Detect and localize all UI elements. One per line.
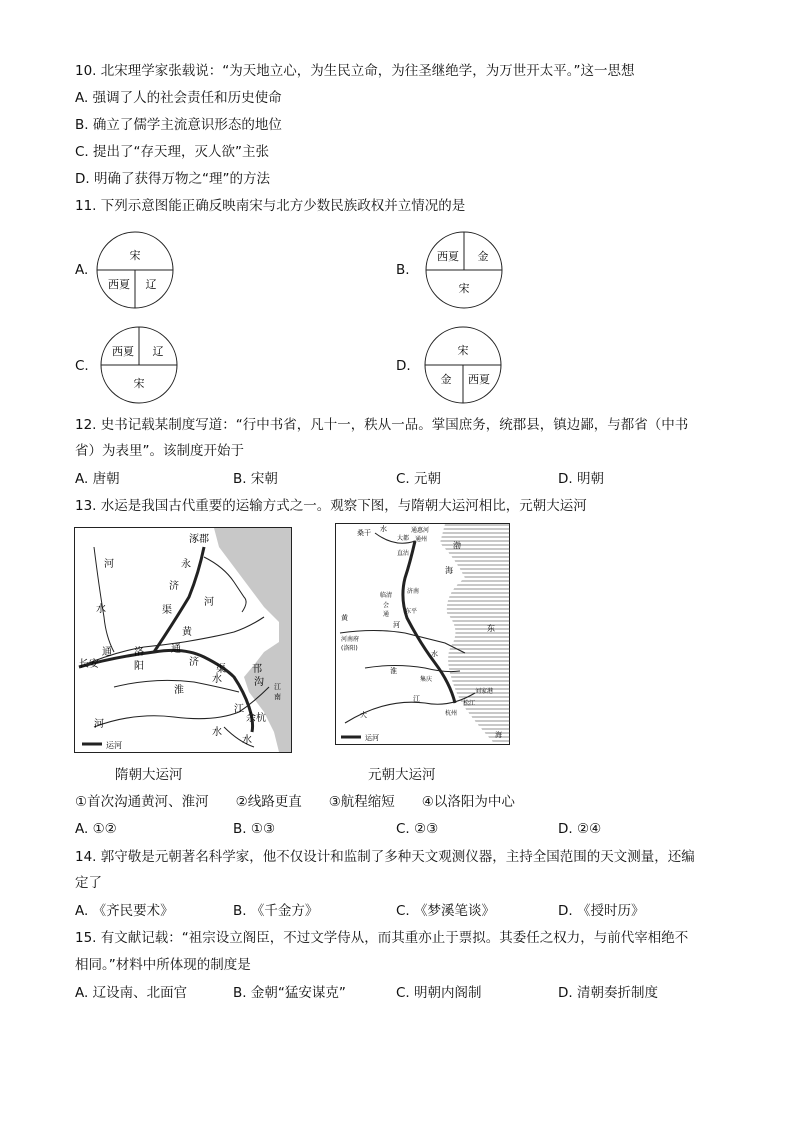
q13-option-d[interactable]: D. ②④ <box>558 821 602 837</box>
map-label: 通惠河 <box>411 527 430 534</box>
q14-option-d[interactable]: D. 《授时历》 <box>558 903 645 919</box>
map-label: 沟 <box>254 677 264 688</box>
q11-option-b-letter[interactable]: B. <box>396 262 410 278</box>
map-label: 大都 <box>397 535 410 542</box>
map-label: 通州 <box>415 536 428 543</box>
map-label: 大 <box>360 711 367 719</box>
map-label: 杭州 <box>445 710 458 717</box>
q15-option-d[interactable]: D. 清朝奏折制度 <box>558 985 658 1001</box>
map-label: 水 <box>431 650 438 658</box>
map-label: 渠 <box>162 605 172 616</box>
map-label: 海 <box>445 566 453 575</box>
q10-option-d[interactable]: D. 明确了获得万物之“理”的方法 <box>75 171 270 187</box>
q15-stem-line1: 15. 有文献记载：“祖宗设立阁臣，不过文学侍从，而其重亦止于票拟。其委任之权力，与前代宰相绝不 <box>75 930 689 946</box>
q12-stem-line1: 12. 史书记载某制度写道：“行中书省，凡十一，秩从一品。掌国庶务，统郡县，镇边鄙，与都省（中书 <box>75 417 689 433</box>
map-label: 水 <box>96 604 106 615</box>
map-label: 江 <box>234 704 244 715</box>
map-label: 直沽 <box>397 550 410 557</box>
map-label: 通 <box>383 611 390 618</box>
map-label: 济南 <box>407 588 420 595</box>
map-label: 河 <box>393 621 400 629</box>
q11-option-c-letter[interactable]: C. <box>75 358 89 374</box>
q15-option-c[interactable]: C. 明朝内阁制 <box>396 985 482 1001</box>
q13-stem: 13. 水运是我国古代重要的运输方式之一。观察下图，与隋朝大运河相比，元朝大运河 <box>75 498 587 514</box>
yuan-legend: 运河 <box>365 734 379 742</box>
diagram-a-bottom-left: 西夏 <box>108 278 130 291</box>
q15-option-a[interactable]: A. 辽设南、北面官 <box>75 985 188 1001</box>
diagram-c-top-right: 辽 <box>152 345 164 358</box>
map-label: 江 <box>413 695 420 703</box>
sui-canal-map <box>74 527 292 753</box>
q11-diagram-c[interactable] <box>97 325 181 405</box>
diagram-b-top-left: 西夏 <box>437 250 459 263</box>
q14-option-b[interactable]: B. 《千金方》 <box>233 903 319 919</box>
q12-option-d[interactable]: D. 明朝 <box>558 471 604 487</box>
q11-diagram-a[interactable] <box>93 230 177 310</box>
q12-option-b[interactable]: B. 宋朝 <box>233 471 278 487</box>
map-label: 江 <box>274 683 281 691</box>
diagram-b-top-right: 金 <box>477 250 489 263</box>
map-label: 淮 <box>174 685 184 696</box>
q13-option-b[interactable]: B. ①③ <box>233 821 276 837</box>
map-label: 河南府 <box>341 636 360 643</box>
map-label: 河 <box>104 559 114 570</box>
map-label: 桑干 <box>357 529 371 537</box>
map-label: 长安 <box>79 659 99 670</box>
q11-diagram-d[interactable] <box>421 325 505 405</box>
map-label: 黄 <box>341 614 348 622</box>
map-label: 刘家港 <box>475 688 494 695</box>
q13-option-a[interactable]: A. ①② <box>75 821 117 837</box>
map-label: 洛 <box>134 647 144 658</box>
map-label: 涿郡 <box>189 534 209 545</box>
map-label: 松江 <box>463 700 476 707</box>
map-label: 河 <box>204 597 214 608</box>
diagram-c-bottom: 宋 <box>133 377 145 390</box>
q12-stem-line2: 省）为表里”。该制度开始于 <box>75 443 244 459</box>
map-label: 海 <box>495 731 502 739</box>
q10-option-b[interactable]: B. 确立了儒学主流意识形态的地位 <box>75 117 282 133</box>
q10-option-c[interactable]: C. 提出了“存天理，灭人欲”主张 <box>75 144 269 160</box>
q10-option-a[interactable]: A. 强调了人的社会责任和历史使命 <box>75 90 282 106</box>
sui-map-caption: 隋朝大运河 <box>115 767 183 783</box>
map-label: 水 <box>212 674 222 685</box>
diagram-d-bottom-left: 金 <box>440 373 452 386</box>
diagram-a-bottom-right: 辽 <box>145 278 157 291</box>
q12-option-a[interactable]: A. 唐朝 <box>75 471 120 487</box>
q14-stem-line2: 定了 <box>75 875 102 891</box>
diagram-d-bottom-right: 西夏 <box>468 373 490 386</box>
map-label: 水 <box>212 727 222 738</box>
map-label: 邗 <box>252 664 262 675</box>
q11-stem: 11. 下列示意图能正确反映南宋与北方少数民族政权并立情况的是 <box>75 198 466 214</box>
q10-stem: 10. 北宋理学家张载说：“为天地立心，为生民立命，为往圣继绝学，为万世开太平。”这一思想 <box>75 63 635 79</box>
diagram-c-top-left: 西夏 <box>112 345 134 358</box>
q15-stem-line2: 相同。”材料中所体现的制度是 <box>75 957 251 973</box>
map-label: 淮 <box>390 667 397 675</box>
map-label: 集庆 <box>420 676 433 683</box>
map-label: 渤 <box>453 541 461 550</box>
diagram-a-top: 宋 <box>129 249 141 262</box>
q12-option-c[interactable]: C. 元朝 <box>396 471 442 487</box>
map-label: 通 <box>171 644 181 655</box>
map-label: 渠 <box>216 664 226 675</box>
sui-legend: 运河 <box>106 741 122 750</box>
map-label: 会 <box>383 602 390 609</box>
map-label: 临清 <box>380 592 393 599</box>
q11-option-d-letter[interactable]: D. <box>396 358 411 374</box>
q14-option-c[interactable]: C. 《梦溪笔谈》 <box>396 903 496 919</box>
diagram-b-bottom: 宋 <box>458 282 470 295</box>
map-label: 通 <box>102 647 112 658</box>
map-label: 南 <box>274 693 281 701</box>
map-label: 阳 <box>134 661 144 672</box>
map-label: (洛阳) <box>341 645 358 652</box>
diagram-d-top: 宋 <box>457 344 469 357</box>
q14-option-a[interactable]: A. 《齐民要术》 <box>75 903 174 919</box>
yuan-canal-map <box>335 523 510 745</box>
map-label: 水 <box>380 525 387 533</box>
map-label: 河 <box>94 719 104 730</box>
map-label: 东平 <box>405 608 418 615</box>
q13-option-c[interactable]: C. ②③ <box>396 821 439 837</box>
q11-option-a-letter[interactable]: A. <box>75 262 89 278</box>
map-label: 水 <box>242 735 252 746</box>
map-label: 黄 <box>182 627 192 638</box>
q14-stem-line1: 14. 郭守敬是元朝著名科学家，他不仅设计和监制了多种天文观测仪器，主持全国范围的天文测量，还编 <box>75 849 695 865</box>
q11-diagram-b[interactable] <box>422 230 506 310</box>
q15-option-b[interactable]: B. 金朝“猛安谋克” <box>233 985 346 1001</box>
q13-statements: ①首次沟通黄河、淮河 ②线路更直 ③航程缩短 ④以洛阳为中心 <box>75 794 515 810</box>
map-label: 济 <box>169 581 179 592</box>
map-label: 余杭 <box>246 713 266 724</box>
map-label: 永 <box>181 559 191 570</box>
yuan-map-caption: 元朝大运河 <box>368 767 436 783</box>
map-label: 东 <box>487 624 495 633</box>
map-label: 济 <box>189 657 199 668</box>
